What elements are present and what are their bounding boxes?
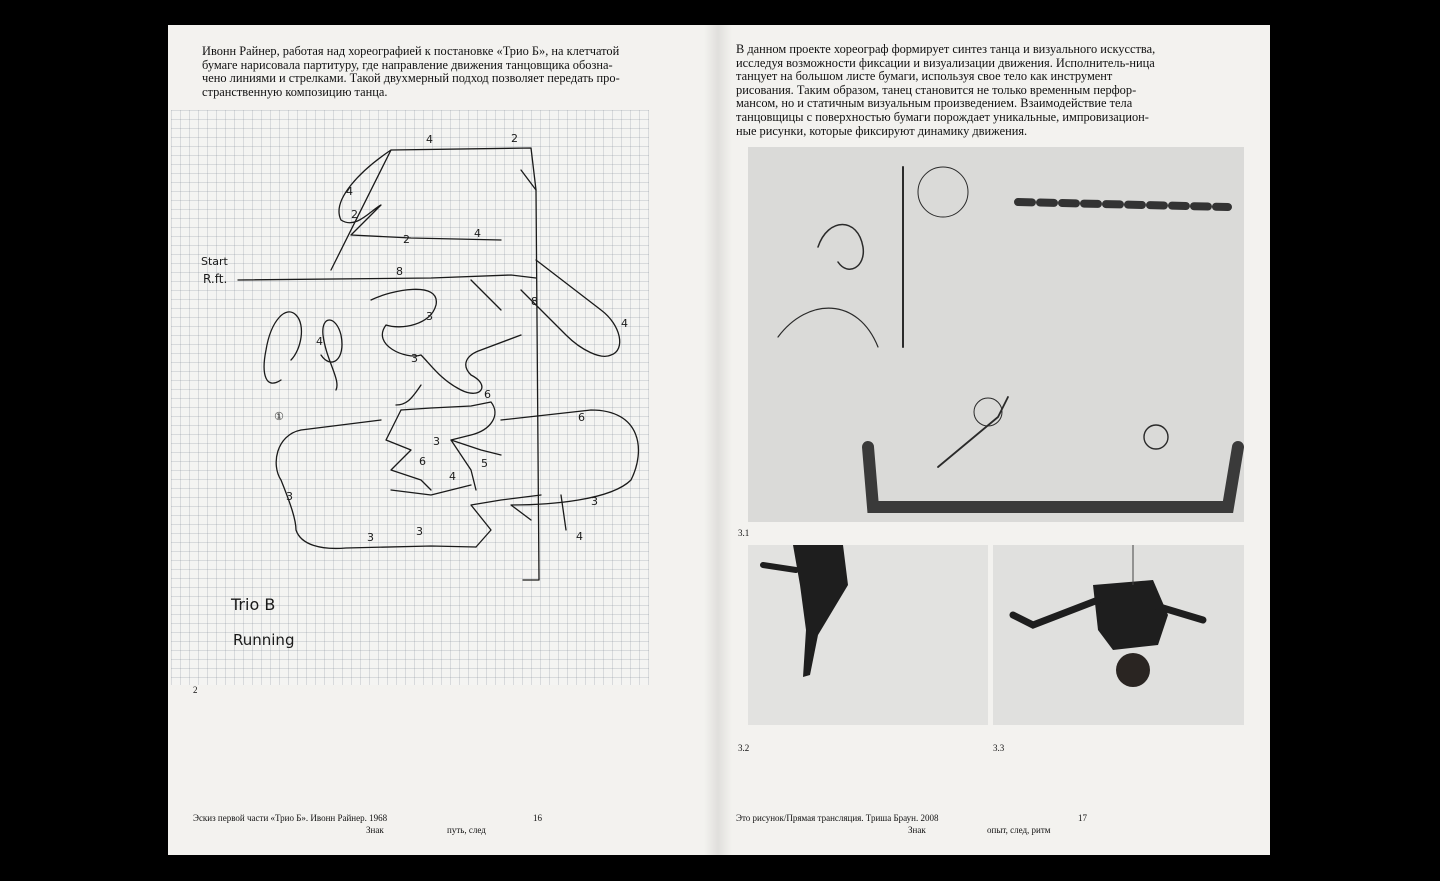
left-paragraph: Ивонн Райнер, работая над хореографией к постановке «Трио Б», на клетчатой бумаге нарисовала партитуру, где направление движения танцовщика обозна-чено линиями и стрелками. Такой двухмерный подход позволяет передать про-странственную композицию танца. bbox=[202, 44, 620, 99]
left-page-number: 16 bbox=[533, 813, 542, 823]
left-footer-keywords: путь, след bbox=[447, 825, 486, 835]
dance-score-figure bbox=[171, 110, 649, 685]
left-footer-caption: Эскиз первой части «Трио Б». Ивонн Райнер. 1968 bbox=[193, 813, 388, 823]
paper-drawing-photo bbox=[748, 147, 1244, 522]
svg-text:6: 6 bbox=[419, 455, 426, 468]
svg-text:2: 2 bbox=[511, 132, 518, 145]
figure-label-3-1: 3.1 bbox=[738, 528, 750, 538]
figure-number-2: 2 bbox=[193, 685, 198, 695]
dancer-silhouette-1 bbox=[748, 545, 988, 725]
svg-text:3: 3 bbox=[591, 495, 598, 508]
svg-text:4: 4 bbox=[426, 133, 433, 146]
figure-label-3-3: 3.3 bbox=[993, 743, 1005, 753]
right-page bbox=[718, 25, 1270, 855]
svg-text:2: 2 bbox=[403, 233, 410, 246]
svg-text:6: 6 bbox=[578, 411, 585, 424]
dancer-photo-1 bbox=[748, 545, 988, 725]
svg-text:3: 3 bbox=[433, 435, 440, 448]
score-right-foot-label: R.ft. bbox=[203, 272, 228, 286]
svg-text:①: ① bbox=[274, 410, 284, 423]
dancer-silhouette-2 bbox=[993, 545, 1244, 725]
right-page-number: 17 bbox=[1078, 813, 1087, 823]
svg-text:4: 4 bbox=[346, 185, 353, 198]
figure-label-3-2: 3.2 bbox=[738, 743, 750, 753]
paper-drawing-marks bbox=[748, 147, 1244, 522]
svg-text:5: 5 bbox=[481, 457, 488, 470]
svg-text:3: 3 bbox=[416, 525, 423, 538]
svg-text:6: 6 bbox=[484, 388, 491, 401]
dance-score-drawing bbox=[171, 110, 649, 685]
svg-text:4: 4 bbox=[474, 227, 481, 240]
svg-text:8: 8 bbox=[396, 265, 403, 278]
score-subtitle: Running bbox=[233, 631, 295, 649]
svg-text:3: 3 bbox=[367, 531, 374, 544]
svg-text:3: 3 bbox=[426, 310, 433, 323]
svg-text:4: 4 bbox=[621, 317, 628, 330]
left-page bbox=[168, 25, 718, 855]
score-title: Trio B bbox=[231, 595, 276, 614]
right-paragraph: В данном проекте хореограф формирует синтез танца и визуального искусства, исследуя возможности фиксации и визуализации движения. Исполнитель-ница танцует на большом листе бумаги, используя свое тело как инструмент рисования. Таким образом, танец становится не только временным перфор-мансом, но и статичным визуальным произведением. Взаимодействие тела танцовщицы с поверхностью бумаги порождает уникальные, импровизацион-ные рисунки, которые фиксируют динамику движения. bbox=[736, 42, 1156, 138]
svg-text:4: 4 bbox=[316, 335, 323, 348]
right-footer-keywords: опыт, след, ритм bbox=[987, 825, 1051, 835]
svg-text:8: 8 bbox=[531, 295, 538, 308]
right-footer-caption: Это рисунок/Прямая трансляция. Триша Браун. 2008 bbox=[736, 813, 939, 823]
score-start-label: Start bbox=[201, 255, 228, 268]
dancer-photo-2 bbox=[993, 545, 1244, 725]
svg-text:4: 4 bbox=[576, 530, 583, 543]
svg-text:3: 3 bbox=[286, 490, 293, 503]
svg-text:3: 3 bbox=[411, 352, 418, 365]
svg-text:2: 2 bbox=[351, 208, 358, 221]
svg-text:4: 4 bbox=[449, 470, 456, 483]
right-footer-section: Знак bbox=[908, 825, 926, 835]
left-footer-section: Знак bbox=[366, 825, 384, 835]
